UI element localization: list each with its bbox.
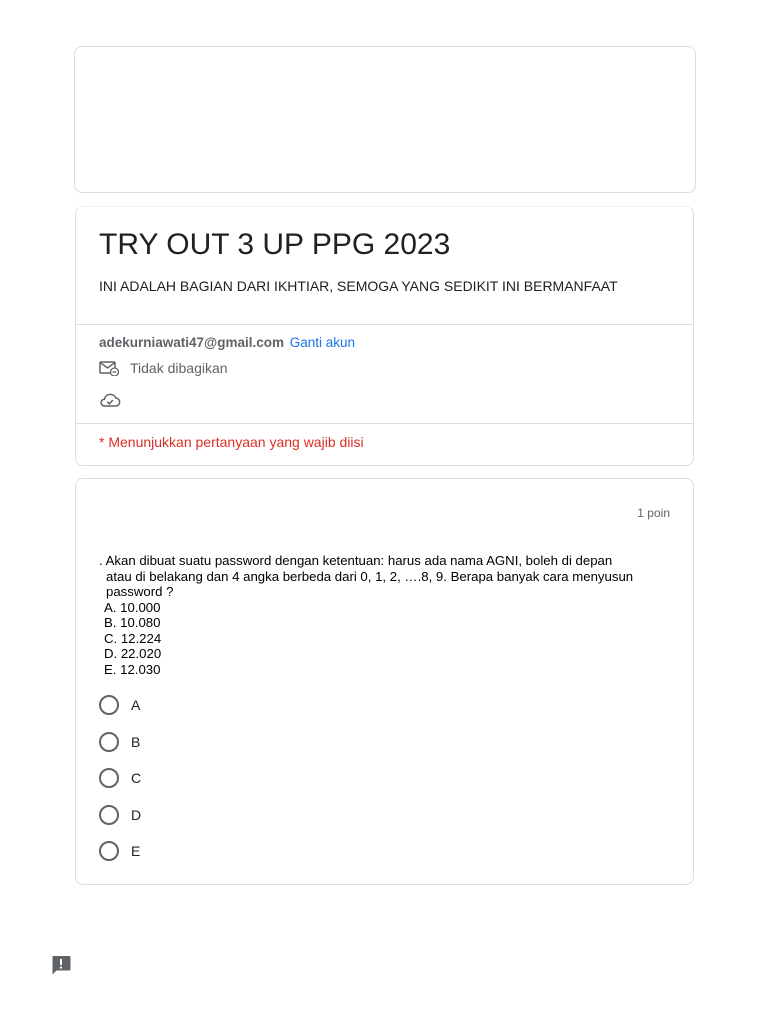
question-points: 1 poin: [637, 506, 670, 520]
radio-button[interactable]: [99, 805, 119, 825]
form-header-image: [74, 46, 696, 193]
question-option-line: E. 12.030: [104, 661, 161, 677]
question-card: [75, 478, 694, 885]
question-text-line: password ?: [106, 584, 174, 599]
radio-button[interactable]: [99, 732, 119, 752]
mail-lock-icon: [99, 360, 119, 376]
not-shared-label: Tidak dibagikan: [130, 360, 228, 376]
required-note: * Menunjukkan pertanyaan yang wajib diisi: [99, 434, 364, 450]
radio-button[interactable]: [99, 695, 119, 715]
not-shared-row: [99, 360, 228, 376]
divider: [76, 423, 693, 424]
account-line: [99, 335, 355, 350]
question-option-line: D. 22.020: [104, 646, 162, 661]
radio-button[interactable]: [99, 768, 119, 788]
answer-choices: [99, 687, 141, 870]
choice-c[interactable]: [99, 760, 141, 797]
choice-label: A: [131, 697, 141, 714]
choice-e[interactable]: [99, 833, 141, 870]
choice-a[interactable]: [99, 687, 141, 724]
choice-d[interactable]: [99, 797, 141, 834]
question-option-line: B. 10.080: [104, 615, 161, 630]
choice-b[interactable]: [99, 724, 141, 761]
form-title-card: [75, 206, 694, 466]
divider: [76, 324, 693, 325]
choice-label: E: [131, 843, 141, 860]
cloud-check-icon: [99, 391, 121, 409]
switch-account-link[interactable]: Ganti akun: [289, 335, 356, 350]
report-feedback-icon[interactable]: [50, 954, 72, 976]
radio-button[interactable]: [99, 841, 119, 861]
form-description: INI ADALAH BAGIAN DARI IKHTIAR, SEMOGA YANG SEDIKIT INI BERMANFAAT: [99, 278, 618, 294]
question-text-line: atau di belakang dan 4 angka berbeda dari 0, 1, 2, ….8, 9. Berapa banyak cara menyusun: [106, 568, 634, 584]
choice-label: C: [131, 770, 142, 787]
choice-label: B: [131, 733, 141, 750]
form-title: TRY OUT 3 UP PPG 2023: [99, 228, 451, 261]
choice-label: D: [131, 806, 142, 823]
question-option-line: A. 10.000: [104, 599, 161, 615]
account-email: adekurniawati47@gmail.com: [99, 335, 284, 350]
question-text-line: . Akan dibuat suatu password dengan ketentuan: harus ada nama AGNI, boleh di depan: [99, 553, 613, 568]
question-option-line: C. 12.224: [104, 630, 162, 646]
question-text: [99, 553, 679, 677]
